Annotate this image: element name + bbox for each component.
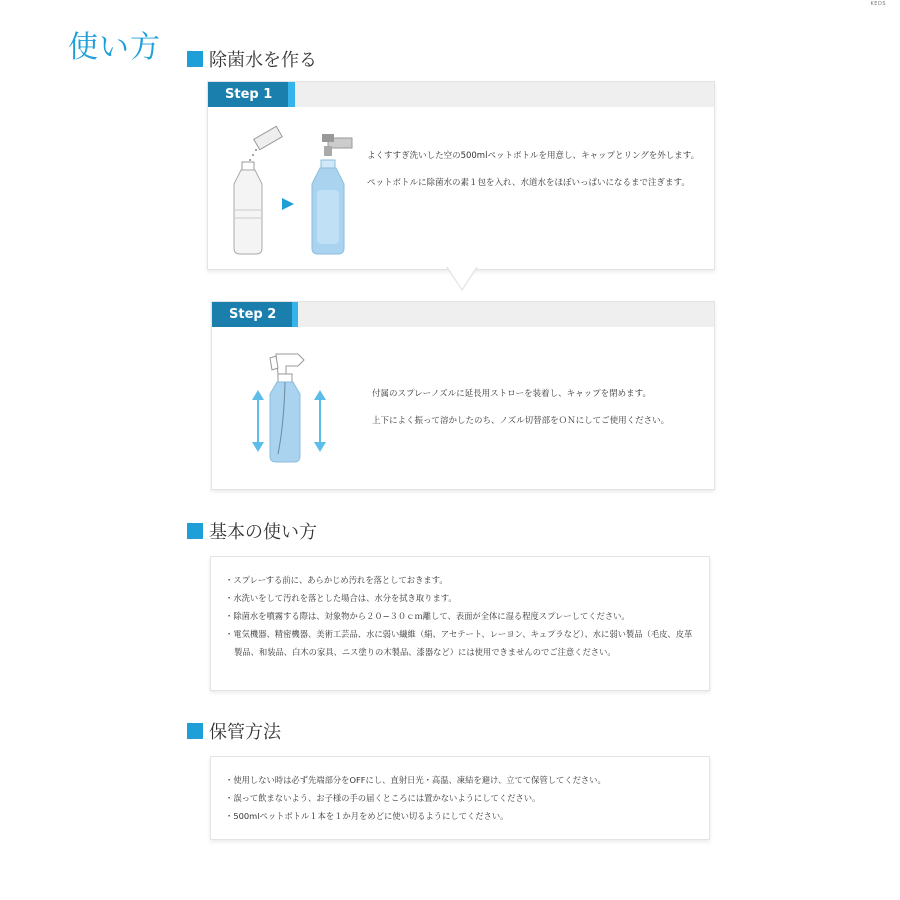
section-heading-make [187,46,317,72]
list-item: ・ 電気機器、精密機器、美術工芸品、水に弱い繊維（絹、アセテート、レーヨン、キュプラなど）、水に弱い製品（毛皮、皮革製品、和装品、白木の家具、ニス塗りの木製品、漆器など）には使用できませんのでご注意ください。 [225,625,697,661]
list-item: ・ スプレーする前に、あらかじめ汚れを落としておきます。 [225,571,697,589]
step1-illustration [222,120,362,260]
section-heading-label: 保管方法 [209,722,281,743]
brand-logo: KEDS [870,1,886,7]
list-item: ・ 水洗いをして汚れを落とした場合は、水分を拭き取ります。 [225,589,697,607]
step2-card [211,301,715,490]
basic-usage-list [225,571,697,661]
empty-bottle-icon [234,162,262,254]
step2-text [372,387,702,441]
heading-square-icon [187,723,203,739]
basic-usage-box [210,556,710,691]
step2-illustration [240,344,340,474]
step1-text2: ペットボトルに除菌水の素１包を入れ、水道水をほぼいっぱいになるまで注ぎます。 [367,178,690,188]
step1-text1: よくすすぎ洗いした空の500mlペットボトルを用意し、キャップとリングを外します。 [367,151,700,161]
step2-label: Step 2 [212,302,292,327]
list-item: ・ 誤って飲まないよう、お子様の手の届くところには置かないようにしてください。 [225,789,697,807]
step1-text [367,149,703,203]
step1-tab-accent [288,82,295,107]
step1-pointer-fill [447,266,477,289]
powder-packet-icon [249,126,282,161]
list-item: ・ 500mlペットボトル１本を１か月をめどに使い切るようにしてください。 [225,807,697,825]
step2-text2: 上下によく振って溶かしたのち、ノズル切替部をＯＮにしてご使用ください。 [372,416,670,426]
step1-card [207,81,715,270]
list-item: ・ 使用しない時は必ず先端部分をOFFにし、直射日光・高温、凍結を避け、立てて保管してください。 [225,771,697,789]
step2-tab-accent [292,302,298,327]
spray-bottle-icon [270,354,304,462]
arrow-right-icon [282,198,294,210]
faucet-icon [322,134,352,156]
section-heading-storage [187,718,281,744]
heading-square-icon [187,523,203,539]
step2-text1: 付属のスプレーノズルに延長用ストローを装着し、キャップを閉めます。 [372,389,651,399]
list-item: ・ 除菌水を噴霧する際は、対象物から２０−３０ｃｍ離して、表面が全体に湿る程度スプレーしてください。 [225,607,697,625]
page-title: 使い方 [68,30,161,65]
section-heading-basic [187,518,317,544]
filled-bottle-icon [312,160,344,254]
storage-list [225,771,697,825]
heading-square-icon [187,51,203,67]
section-heading-label: 除菌水を作る [209,50,317,71]
step1-label: Step 1 [208,82,288,107]
storage-box [210,756,710,840]
section-heading-label: 基本の使い方 [209,522,317,543]
